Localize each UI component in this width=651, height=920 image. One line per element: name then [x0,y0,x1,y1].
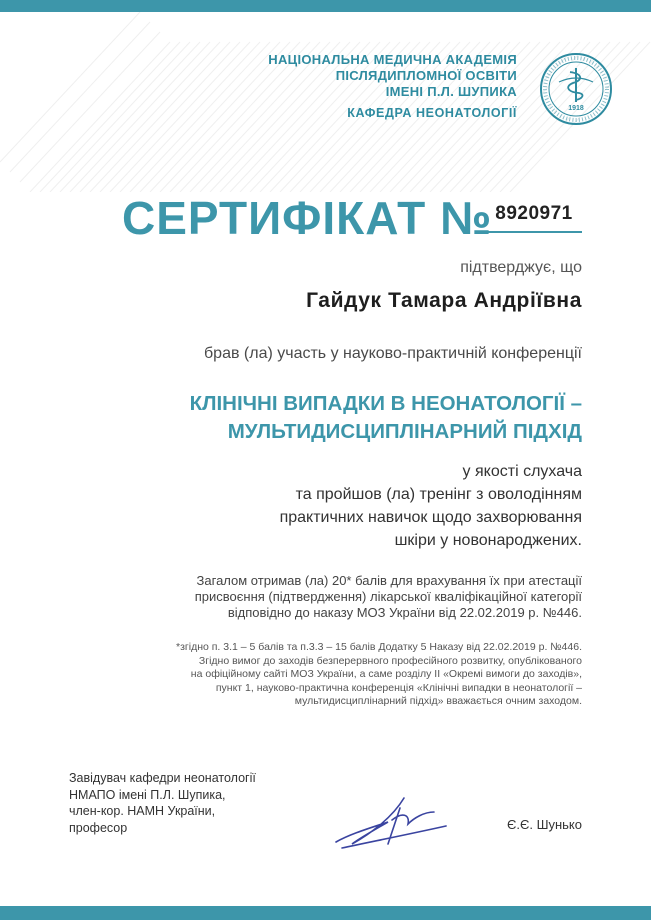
position-line-4: професор [69,820,128,835]
department-name: КАФЕДРА НЕОНАТОЛОГІЇ [347,106,517,120]
certificate-title: СЕРТИФІКАТ № [122,192,493,244]
institution-line-1: НАЦІОНАЛЬНА МЕДИЧНА АКАДЕМІЯ [268,52,517,67]
role-line-4: шкіри у новонароджених. [394,532,582,549]
footnote-line-2: Згідно вимог до заходів безперервного професійного розвитку, опублікованого [198,654,582,667]
academy-logo [539,52,613,126]
points-line-1: Загалом отримав (ла) 20* балів для врахування їх при атестації [196,573,582,588]
position-line-3: член-кор. НАМН України, [69,804,216,818]
institution-line-2: ПІСЛЯДИПЛОМНОЇ ОСВІТИ [335,68,517,83]
top-accent-bar [0,0,651,12]
footnote [176,641,582,709]
signatory-name: Є.Є. Шунько [507,817,582,832]
conference-title [190,390,582,446]
role-line-1: у якості слухача [462,463,582,480]
footnote-line-1: *згідно п. 3.1 – 5 балів та п.3.3 – 15 балів Додатку 5 Наказу від 22.02.2019 р. №446. [176,641,582,653]
participation-text: брав (ла) участь у науково-практичній конференції [204,345,582,362]
conference-title-line-1: КЛІНІЧНІ ВИПАДКИ В НЕОНАТОЛОГІЇ – [189,392,582,415]
institution-header [268,52,517,120]
role-line-3: практичних навичок щодо захворювання [279,509,582,526]
points-line-2: присвоєння (підтвердження) лікарської кваліфікаційної категорії [194,589,582,604]
handwritten-signature [330,782,450,854]
role-line-2: та пройшов (ла) тренінг з оволодінням [295,486,582,503]
footnote-line-5: мультидисциплінарний підхід» вважається очним заходом. [294,695,582,707]
footnote-line-3: на офіційному сайті МОЗ України, а саме розділу ІІ «Окремі вимоги до заходів», [190,668,582,680]
confirms-text: підтверджує, що [460,259,582,276]
role-description [280,460,582,552]
position-line-2: НМАПО імені П.Л. Шупика, [69,787,226,802]
position-line-1: Завідувач кафедри неонатології [69,771,256,785]
certificate-number: 8920971 [486,203,582,233]
points-statement [195,573,582,621]
conference-title-line-2: МУЛЬТИДИСЦИПЛІНАРНИЙ ПІДХІД [227,420,582,443]
bottom-accent-bar [0,906,651,920]
points-line-3: відповідно до наказу МОЗ України від 22.02.2019 р. №446. [227,605,582,620]
recipient-name: Гайдук Тамара Андріївна [306,289,582,312]
signatory-position [69,770,256,836]
logo-year: 1918 [568,105,584,112]
rod-of-asclepius-icon [559,68,593,102]
institution-line-3: ІМЕНІ П.Л. ШУПИКА [385,84,517,99]
footnote-line-4: пункт 1, науково-практична конференція «Клінічні випадки в неонатології – [215,681,582,694]
